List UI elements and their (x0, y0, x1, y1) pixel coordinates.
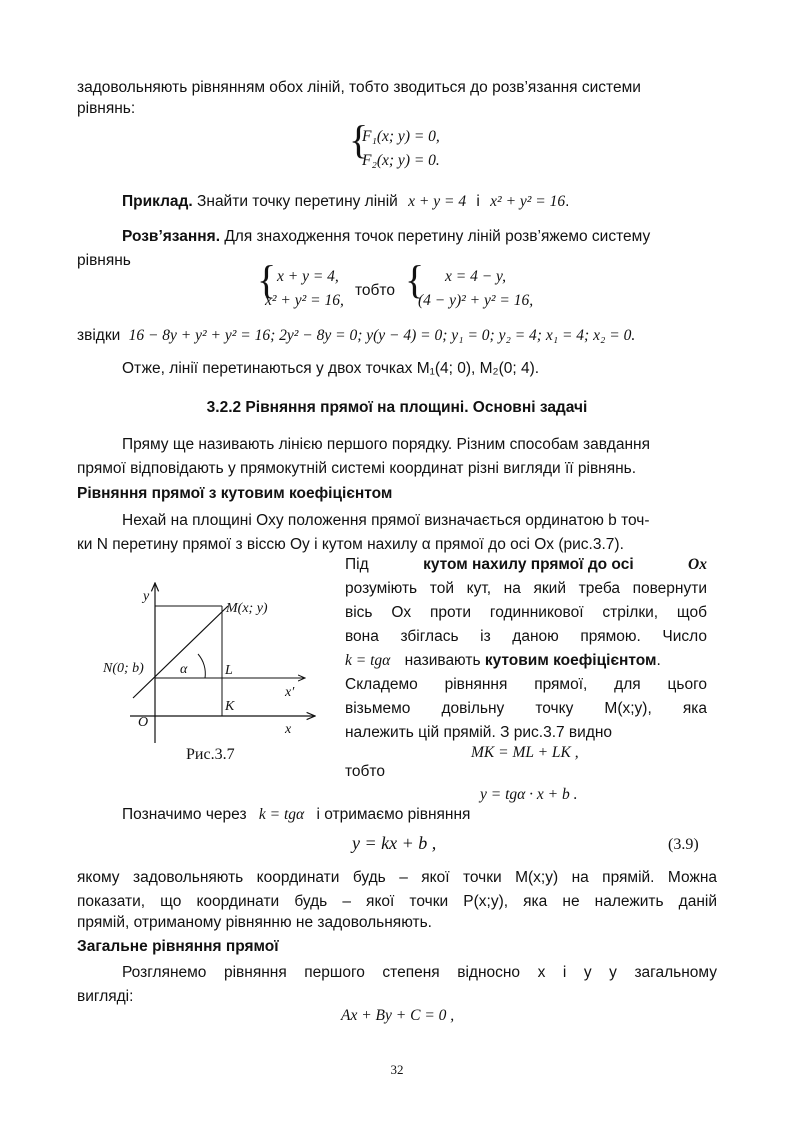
sub2-line1: Розглянемо рівняння першого степеня відносно x і y у загальному (122, 964, 717, 981)
right-r5c: кутовим коефіцієнтом (484, 652, 657, 669)
line-intro-1: Пряму ще називають лінією першого порядку. Різним способам завдання (122, 436, 650, 453)
intro-line1: задовольняють рівнянням обох ліній, тобто зводиться до розв’язання системи (77, 79, 641, 96)
sysA-eq2: x² + y² = 16, (265, 292, 344, 309)
section-title: 3.2.2 Рівняння прямої на площині. Основні задачі (206, 399, 588, 416)
general-equation: Ax + By + C = 0 , (341, 1007, 455, 1024)
after39-line3: прямій, отриманому рівнянню не задовольняють. (77, 914, 432, 931)
right-r5b: називають (404, 652, 481, 669)
angle-arc (198, 654, 205, 678)
right-line8: належить цій прямій. З рис.3.7 видно (345, 724, 613, 741)
sysB-eq2: (4 − y)² + y² = 16, (418, 292, 534, 309)
formula-y-tg: y = tgα · x + b . (480, 786, 578, 803)
after39-line2: показати, що координати будь – якої точки P(x;y), яка не належить даній (77, 893, 717, 910)
brace-system1: { (349, 117, 369, 162)
after39-line1: якому задовольняють координати будь – якої точки M(x;y) на прямій. Можна (77, 869, 717, 886)
right-line1 (345, 556, 707, 574)
right-line7: візьмемо довільну точку M(x;y), яка (345, 700, 707, 717)
example-conj: і (476, 193, 480, 210)
page-number: 32 (390, 1062, 404, 1077)
fig-n-label: N(0; b) (103, 661, 144, 676)
line-intro-2: прямої відповідають у прямокутній системі координат різні вигляди її рівнянь. (77, 460, 637, 477)
example-end: . (565, 193, 570, 210)
fig-y-label: y (143, 589, 150, 604)
designate-line (122, 806, 470, 824)
equation-number: (3.9) (668, 836, 699, 853)
designate-k: k = tgα (258, 806, 305, 823)
subsection-general-title: Загальне рівняння прямої (77, 938, 279, 955)
system1-eq2: F₂(x; y) = 0. (362, 152, 440, 169)
right-tobto: тобто (345, 763, 385, 780)
fig-k-label: K (225, 699, 235, 714)
example-eq2: x² + y² = 16 (490, 193, 566, 210)
fig-l-label: L (225, 663, 233, 678)
figure-caption: Рис.3.7 (186, 746, 235, 763)
solution-chain: 16 − 8y + y² + y² = 16; 2y² − 8y = 0; y(y − 4) = 0; y₁ = 0; y₂ = 4; x₁ = 4; x₂ = 0. (128, 327, 636, 344)
solution-chain-line (77, 327, 635, 345)
right-line3: вісь Ox проти годинникової стрілки, щоб (345, 604, 707, 621)
line-graph (133, 606, 228, 698)
fig-alpha-label: α (180, 662, 188, 677)
fig-o-label: O (138, 715, 149, 730)
example-label: Приклад. (122, 193, 193, 210)
subsection-slope-title: Рівняння прямої з кутовим коефіцієнтом (77, 485, 393, 502)
designate-text2: і отримаємо рівняння (316, 806, 471, 823)
solution-label: Розв’язання. (122, 228, 220, 245)
right-line6: Складемо рівняння прямої, для цього (345, 676, 707, 693)
zvidky: звідки (77, 327, 121, 344)
figure-3-7 (100, 578, 330, 753)
right-line5 (345, 652, 661, 670)
fig-x-label: x (285, 722, 292, 737)
right-r5d: . (656, 652, 661, 669)
brace-systemA: { (257, 257, 277, 302)
solution-text2: рівнянь (77, 252, 131, 269)
equation-3-9: y = kx + b , (352, 833, 437, 853)
right-r1c: Ox (688, 556, 707, 573)
sub1-p1: Нехай на площині Oxy положення прямої визначається ординатою b точ- (122, 512, 650, 529)
solution-text1: Для знаходження точок перетину ліній розв’яжемо систему (224, 228, 651, 245)
right-line2: розуміють той кут, на який треба повернути (345, 580, 707, 597)
sysB-eq1: x = 4 − y, (445, 268, 506, 285)
tobto-1: тобто (355, 282, 395, 299)
intro-line2: рівнянь: (77, 100, 136, 117)
example-eq1: x + y = 4 (408, 193, 467, 210)
right-r1b: кутом нахилу прямої до осі (423, 556, 634, 573)
example-line (122, 193, 569, 211)
fig-xprime-label: x′ (285, 685, 295, 700)
right-k-formula: k = tgα (345, 652, 391, 669)
right-line4: вона збіглась із даною прямою. Число (345, 628, 707, 645)
sysA-eq1: x + y = 4, (277, 268, 339, 285)
brace-systemB: { (405, 257, 425, 302)
sub2-line2: вигляді: (77, 988, 134, 1005)
right-r1a: Під (345, 556, 369, 573)
solution-conclusion: Отже, лінії перетинаються у двох точках M₁(4; 0), M₂(0; 4). (122, 360, 540, 377)
system1-eq1: F₁(x; y) = 0, (362, 128, 440, 145)
example-text: Знайти точку перетину ліній (197, 193, 398, 210)
designate-text: Позначимо через (122, 806, 247, 823)
solution-line1 (122, 228, 650, 246)
sub1-p2: ки N перетину прямої з віссю Oy і кутом нахилу α прямої до осі Ox (рис.3.7). (77, 536, 624, 553)
fig-m-label: M(x; y) (226, 601, 268, 616)
formula-mk: MK = ML + LK , (471, 744, 579, 761)
